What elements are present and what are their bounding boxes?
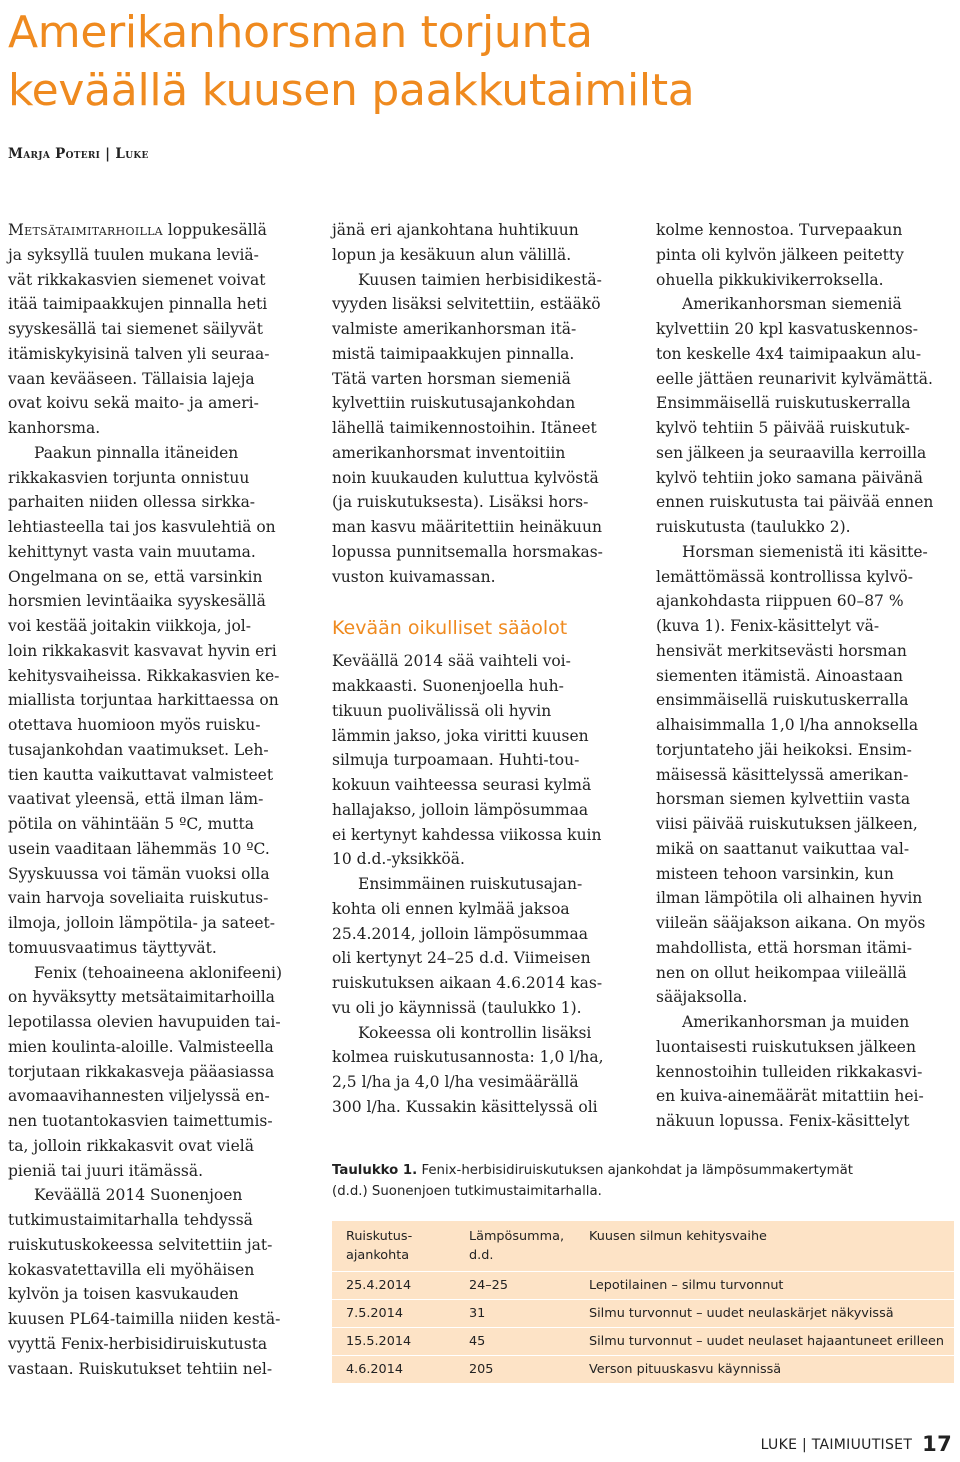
table-cell: 15.5.2014 (332, 1328, 455, 1356)
title-line-2: keväällä kuusen paakkutaimilta (8, 65, 695, 116)
table-row (332, 1300, 954, 1328)
table-cell: 25.4.2014 (332, 1272, 455, 1300)
table-header-row (332, 1221, 954, 1272)
column-header: Ruiskutus- ajankohta (346, 1229, 413, 1263)
lead-text: loppukesällä ja syksyllä tuulen mukana leviä- vät rikkakasvien siemenet voivat itää taimipaakkujen pinnalla heti syyskesällä tai siemenet säilyvät itämiskykyisinä talven yli seuraa- vaan kevääseen. Tällaisia lajeja ovat koivu sekä maito- ja ameri- kanhorsma. (8, 221, 270, 437)
column-1 (8, 218, 308, 1381)
paragraph: kolme kennostoa. Turvepaakun pinta oli kylvön jälkeen peitetty ohuella pikkukivikerroksella. (656, 221, 904, 289)
paragraph: Amerikanhorsman ja muiden luontaisesti ruiskutuksen jälkeen kennostoihin tulleiden rikkakasvi- en kuiva-ainemäärät mitattiin hei- näkuun lopussa. Fenix-käsittelyt (656, 1013, 924, 1130)
column-2 (332, 218, 632, 1120)
table-cell: Lepotilainen – silmu turvonnut (575, 1272, 954, 1300)
table-cell: 4.6.2014 (332, 1356, 455, 1384)
table-row (332, 1272, 954, 1300)
table-cell: Verson pituuskasvu käynnissä (575, 1356, 954, 1384)
table-cell: 45 (455, 1328, 575, 1356)
table-cell: 24–25 (455, 1272, 575, 1300)
article-title (8, 4, 948, 120)
paragraph: Kuusen taimien herbisidikestä- vyyden lisäksi selvitettiin, estääkö valmiste amerikanhorsman itä- mistä taimipaakkujen pinnalla. Tätä varten horsman siemeniä kylvettiin ruiskutusajankohdan lähellä taimikennostoihin. Itäneet amerikanhorsmat inventoitiin noin kuukauden kuluttua kylvöstä (ja ruiskutuksesta). Lisäksi hors- man kasvu määritettiin heinäkuun lopussa punnitsemalla horsmakas- vuston kuivamassan. (332, 270, 603, 586)
paragraph: Paakun pinnalla itäneiden rikkakasvien torjunta onnistuu parhaiten niiden ollessa sirkka- lehtiasteella tai jos kasvulehtiä on kehittynyt vasta vain muutama. Ongelmana on se, että varsinkin horsmien levintäaika syyskesällä voi kestää joitakin viikkoja, jol- loin rikkakasvit kasvavat hyvin eri kehitysvaiheissa. Rikkakasvien ke- miallista torjuntaa harkittaessa on otettava huomioon myös ruisku- tusajankohdan vaatimukset. Leh- tien kautta vaikuttavat valmisteet vaativat yleensä, että ilman läm- pötila on vähintään 5 ºC, mutta usein vaaditaan lähemmäs 10 ºC. Syyskuussa voi tämän vuoksi olla vain harvoja soveliaita ruiskutus- ilmoja, jolloin lämpötila- ja sateet- tomuusvaatimus täyttyvät. (8, 443, 280, 957)
column-header: Kuusen silmun kehitysvaihe (589, 1229, 767, 1244)
data-table (332, 1221, 954, 1383)
table-row (332, 1356, 954, 1384)
paragraph (8, 218, 308, 441)
paragraph: Keväällä 2014 Suonenjoen tutkimustaimitarhalla tehdyssä ruiskutuskokeessa selvitettiin jat- kokasvatettavilla eli myöhäisen kylvön ja toisen kasvukauden kuusen PL64-taimilla niiden kestä- vyyttä Fenix-herbisidiruiskutusta vastaan. Ruiskutukset tehtiin nel- (8, 1186, 281, 1378)
table-cell: Silmu turvonnut – uudet neulaskärjet näkyvissä (575, 1300, 954, 1328)
caption-label: Taulukko 1. (332, 1163, 418, 1178)
page-footer (761, 1432, 952, 1456)
title-line-1: Amerikanhorsman torjunta (8, 7, 593, 58)
lead-caps: Metsätaimitarhoilla (8, 221, 163, 239)
table-cell: 205 (455, 1356, 575, 1384)
paragraph: Fenix (tehoaineena aklonifeeni) on hyväksytty metsätaimitarhoilla lepotilassa olevien havupuiden tai- mien koulinta-aloille. Valmisteella torjutaan rikkakasveja pääasiassa avomaavihannesten viljelyssä en- nen tuotantokasvien taimettumis- ta, jolloin rikkakasvit ovat vielä pieniä tai juuri itämässä. (8, 963, 283, 1180)
page-number: 17 (922, 1432, 952, 1456)
column-header: Lämpösumma, d.d. (469, 1229, 565, 1263)
footer-publication: LUKE | TAIMIUUTISET (760, 1437, 913, 1453)
table-cell: Silmu turvonnut – uudet neulaset hajaantuneet erilleen (575, 1328, 954, 1356)
table-cell: 31 (455, 1300, 575, 1328)
table-row (332, 1328, 954, 1356)
paragraph: Ensimmäinen ruiskutusajan- kohta oli ennen kylmää jaksoa 25.4.2014, jolloin lämpösummaa oli kertynyt 24–25 d.d. Viimeisen ruiskutuksen aikaan 4.6.2014 kas- vu oli jo käynnissä (taulukko 1). (332, 875, 603, 1017)
column-3 (656, 218, 956, 1134)
paragraph: Amerikanhorsman siemeniä kylvettiin 20 kpl kasvatuskennos- ton keskelle 4x4 taimipaakun alu- eelle jättäen reunarivit kylvämättä. Ensimmäisellä ruiskutuskerralla kylvö tehtiin 5 päivää ruiskutuk- sen jälkeen ja seuraavilla kerroilla kylvö tehtiin joko samana päivänä ennen ruiskutusta tai päivää ennen ruiskutusta (taulukko 2). (656, 295, 934, 536)
paragraph: Horsman siemenistä iti käsitte- lemättömässä kontrollissa kylvö- ajankohdasta riippuen 60–87 % (kuva 1). Fenix-käsittelyt vä- hensivät merkitsevästi horsman siementen itämistä. Ainoastaan ensimmäisellä ruiskutuskerralla alhaisimmalla 1,0 l/ha annoksella torjuntateho jäi heikoksi. Ensim- mäisessä käsittelyssä amerikan- horsman siemen kylvettiin vasta viisi päivää ruiskutuksen jälkeen, mikä on saattanut vaikuttaa val- misteen tehoon varsinkin, kun ilman lämpötila oli alhainen hyvin viileän sääjakson aikana. On myös mahdollista, että horsman itämi- nen on ollut heikompaa viileällä sääjaksolla. (656, 542, 928, 1007)
section-heading: Kevään oikulliset sääolot (332, 617, 568, 640)
table-cell: 7.5.2014 (332, 1300, 455, 1328)
table-caption (332, 1160, 952, 1202)
caption-text: Fenix-herbisidiruiskutuksen ajankohdat ja lämpösummakertymät (d.d.) Suonenjoen tutkimustaimitarhalla. (332, 1163, 853, 1199)
paragraph: Kokeessa oli kontrollin lisäksi kolmea ruiskutusannosta: 1,0 l/ha, 2,5 l/ha ja 4,0 l/ha vesimäärällä 300 l/ha. Kussakin käsittelyssä oli (332, 1023, 604, 1116)
paragraph: jänä eri ajankohtana huhtikuun lopun ja kesäkuun alun välillä. (332, 221, 579, 264)
paragraph: Keväällä 2014 sää vaihteli voi- makkaasti. Suonenjoella huh- tikuun puolivälissä oli hyvin lämmin jakso, joka viritti kuusen silmuja turpoamaan. Huhti-tou- kokuun vaihteessa seurasi kylmä hallajakso, jolloin lämpösummaa ei kertynyt kahdessa viikossa kuin 10 d.d.-yksikköä. (332, 652, 602, 869)
byline: Marja Poteri | Luke (8, 146, 149, 162)
